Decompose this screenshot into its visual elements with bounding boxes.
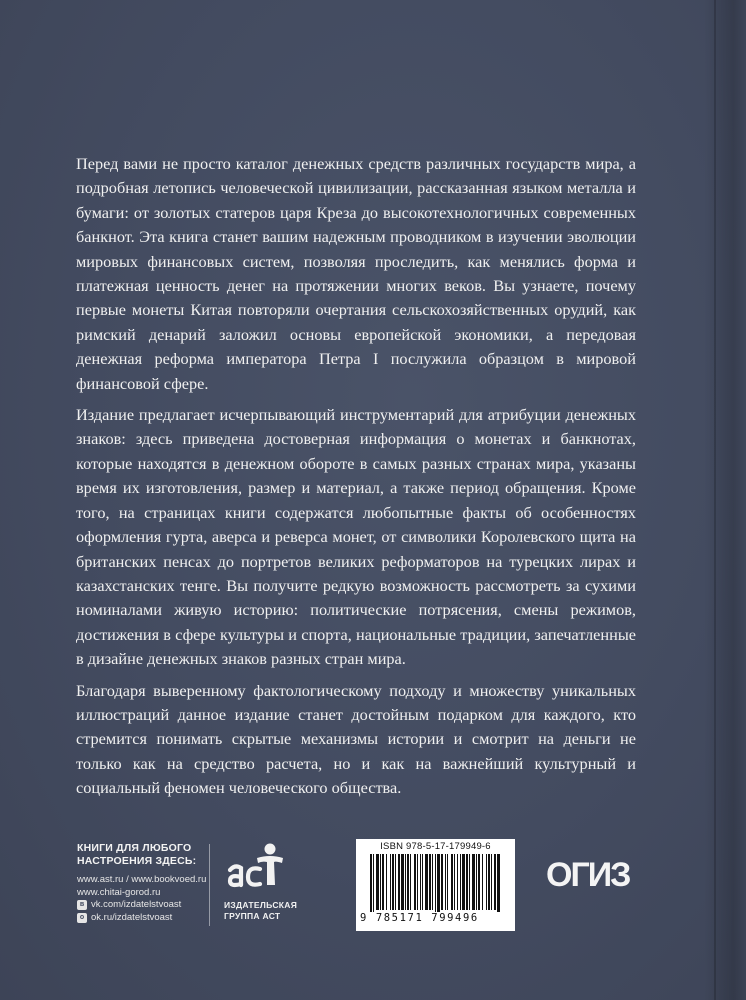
barcode-bar: [429, 854, 431, 910]
barcode-bar: [462, 854, 465, 910]
barcode-bar: [373, 854, 374, 912]
barcode-bar: [432, 854, 433, 910]
barcode-bar: [476, 854, 477, 910]
barcode-bar: [392, 854, 394, 910]
ogiz-logo: [546, 853, 632, 898]
barcode-bar: [370, 854, 372, 912]
barcode-bar: [410, 854, 411, 910]
barcode-bar: [437, 854, 440, 912]
barcode-bars: [370, 854, 501, 912]
barcode-bar: [441, 854, 443, 910]
barcode-bar: [478, 854, 480, 910]
footer-heading-line1: КНИГИ ДЛЯ ЛЮБОГО: [77, 842, 192, 854]
isbn-label: ISBN 978-5-17-179949-6: [380, 841, 491, 852]
spine-shadow: [704, 0, 746, 1000]
barcode-bar: [401, 854, 404, 910]
ogiz-mark-icon: [546, 853, 632, 893]
ast-logo: [224, 840, 314, 930]
ast-caption: [224, 900, 298, 921]
footer-divider: [209, 844, 210, 926]
barcode-bar: [417, 854, 418, 910]
barcode-bar: [382, 854, 384, 910]
barcode-bar: [414, 854, 416, 910]
social-vk-text: vk.com/izdatelstvoast: [91, 899, 182, 910]
barcode-bar: [488, 854, 490, 910]
social-ok-text: ok.ru/izdatelstvoast: [91, 911, 173, 923]
ok-icon: о: [77, 913, 87, 923]
barcode-bar: [398, 854, 400, 910]
barcode-bar: [472, 854, 475, 910]
barcode-bar: [390, 854, 391, 910]
social-vk: [77, 899, 222, 912]
barcode-bar: [380, 854, 381, 910]
barcode-bar: [460, 854, 461, 910]
vk-icon: в: [77, 900, 87, 910]
spine-crease: [714, 0, 716, 1000]
store-links: [77, 842, 222, 924]
barcode-bar: [395, 854, 396, 910]
barcode-bar: [386, 854, 387, 910]
barcode-bar: [435, 854, 436, 912]
barcode-bar: [469, 854, 470, 910]
ast-mark-icon: [224, 840, 294, 898]
barcode-bar: [376, 854, 379, 910]
ast-caption-line1: ИЗДАТЕЛЬСКАЯ: [224, 900, 298, 910]
barcode-bar: [405, 854, 406, 910]
barcode-bar: [466, 854, 468, 910]
barcode-bar: [407, 854, 409, 910]
barcode-bar: [447, 854, 448, 910]
barcode-bar: [422, 854, 423, 910]
sites-line2: www.chitai-gorod.ru: [77, 886, 161, 898]
social-ok: [77, 912, 222, 925]
barcode-bar: [497, 854, 500, 912]
sites-line1: www.ast.ru / www.bookvoed.ru: [77, 874, 207, 885]
barcode-bar: [445, 854, 446, 910]
annotation-text: [76, 152, 636, 808]
ogiz-text: ОГИЗ: [546, 856, 630, 893]
barcode-bar: [451, 854, 453, 910]
isbn-barcode: [356, 839, 515, 931]
paragraph-3: Благодаря выверенному фактологическому подходу и множеству уникальных иллюстраций данное издание станет достойным подарком для каждого, кто стремится понимать скрытые механизмы истории и смотрит на деньги не только как на средство расчета, но и как на важнейший культурный и социальный феномен человеческого общества.: [76, 680, 636, 798]
barcode-bar: [425, 854, 428, 910]
barcode-digits: 9 785171 799496: [360, 912, 479, 924]
footer-heading-line2: НАСТРОЕНИЯ ЗДЕСЬ:: [77, 855, 197, 867]
barcode-bar: [491, 854, 492, 910]
barcode-bar: [486, 854, 487, 910]
barcode-bar: [494, 854, 496, 910]
barcode-bar: [457, 854, 458, 910]
barcode-bar: [454, 854, 455, 910]
ast-caption-line2: ГРУППА АСТ: [224, 910, 281, 921]
paragraph-1: Перед вами не просто каталог денежных средств различных государств мира, а подробная летопись человеческой цивилизации, рассказанная языком металла и бумаги: от золотых статеров царя Креза до высокотехнологичных современных банкнот. Эта книга станет вашим надежным проводником в изучении эволюции мировых финансовых систем, позволяя проследить, как менялись форма и платежная ценность денег на протяжении многих веков. Вы узнаете, почему первые монеты Китая повторяли очертания сельскохозяйственных орудий, как римский денарий заложил основы европейской экономики, а передовая денежная реформа императора Петра I послужила образцом в мировой финансовой сфере.: [76, 154, 636, 393]
paragraph-2: Издание предлагает исчерпывающий инструментарий для атрибуции денежных знаков: здесь приведена достоверная информация о монетах и банкнотах, которые находятся в денежном обороте в самых разных странах мира, указаны время их изготовления, размер и материал, а также период обращения. Кроме того, на страницах книги содержатся любопытные факты об особенностях оформления гурта, аверса и реверса монет, от символики Королевского щита на британских пенсах до портретов великих реформаторов на турецких лирах и казахстанских тенге. Вы получите редкую возможность рассмотреть за сухими номиналами живую историю: политические потрясения, смены режимов, достижения в сфере культуры и спорта, национальные традиции, запечатленные в дизайне денежных знаков разных стран мира.: [76, 405, 636, 669]
barcode-bar: [420, 854, 421, 910]
barcode-bar: [482, 854, 483, 910]
